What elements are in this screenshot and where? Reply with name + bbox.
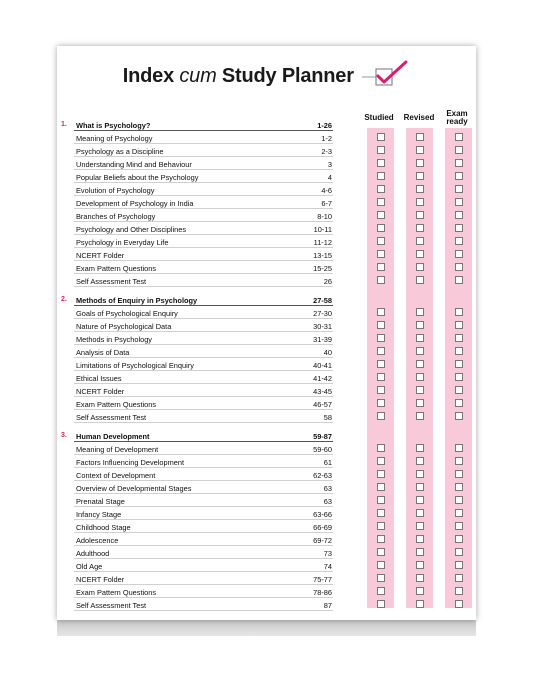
exam-ready-checkbox[interactable] <box>455 321 463 329</box>
revised-checkbox[interactable] <box>416 237 424 245</box>
topic-row <box>57 371 476 384</box>
page-range: 41-42 <box>313 374 332 383</box>
chapter-number: 1. <box>61 121 67 128</box>
checkmark-icon <box>360 60 410 93</box>
topic-row <box>57 384 476 397</box>
page-shadow <box>57 620 476 636</box>
topic-label: Evolution of Psychology <box>76 186 155 195</box>
topic-row <box>57 196 476 209</box>
studied-checkbox[interactable] <box>377 496 385 504</box>
topic-label: Infancy Stage <box>76 510 122 519</box>
topic-label: Exam Pattern Questions <box>76 400 157 409</box>
studied-checkbox[interactable] <box>377 548 385 556</box>
exam-ready-checkbox[interactable] <box>455 133 463 141</box>
exam-ready-checkbox[interactable] <box>455 399 463 407</box>
chapter-title: Human Development <box>76 432 150 441</box>
topic-row <box>57 144 476 157</box>
row-divider <box>74 422 333 423</box>
revised-checkbox[interactable] <box>416 496 424 504</box>
page-range: 27-58 <box>313 296 332 305</box>
studied-checkbox[interactable] <box>377 600 385 608</box>
row-divider <box>74 286 333 287</box>
page-range: 1-26 <box>317 121 332 130</box>
exam-ready-checkbox[interactable] <box>455 522 463 530</box>
studied-checkbox[interactable] <box>377 535 385 543</box>
revised-checkbox[interactable] <box>416 133 424 141</box>
page-range: 4 <box>327 173 332 182</box>
page-range: 87 <box>323 601 332 610</box>
topic-label: Branches of Psychology <box>76 212 156 221</box>
studied-checkbox[interactable] <box>377 133 385 141</box>
revised-checkbox[interactable] <box>416 412 424 420</box>
topic-label: Limitations of Psychological Enquiry <box>76 361 194 370</box>
chapter-title: What is Psychology? <box>76 121 151 130</box>
revised-checkbox[interactable] <box>416 276 424 284</box>
exam-ready-checkbox[interactable] <box>455 334 463 342</box>
exam-ready-checkbox[interactable] <box>455 496 463 504</box>
topic-label: Overview of Developmental Stages <box>76 484 192 493</box>
topic-row <box>57 248 476 261</box>
revised-checkbox[interactable] <box>416 360 424 368</box>
topic-label: NCERT Folder <box>76 575 125 584</box>
revised-checkbox[interactable] <box>416 185 424 193</box>
page-range: 27-30 <box>313 309 332 318</box>
revised-checkbox[interactable] <box>416 250 424 258</box>
revised-checkbox[interactable] <box>416 373 424 381</box>
exam-ready-checkbox[interactable] <box>455 276 463 284</box>
page-range: 63-66 <box>313 510 332 519</box>
page-range: 13-15 <box>313 251 332 260</box>
studied-checkbox[interactable] <box>377 399 385 407</box>
topic-label: Old Age <box>76 562 103 571</box>
title-cum: cum <box>179 65 217 87</box>
topic-label: Prenatal Stage <box>76 497 125 506</box>
topic-row <box>57 222 476 235</box>
studied-checkbox[interactable] <box>377 159 385 167</box>
topic-row <box>57 546 476 559</box>
exam-ready-checkbox[interactable] <box>455 198 463 206</box>
studied-checkbox[interactable] <box>377 561 385 569</box>
exam-ready-checkbox[interactable] <box>455 185 463 193</box>
page-range: 2-3 <box>321 147 332 156</box>
studied-checkbox[interactable] <box>377 522 385 530</box>
topic-row <box>57 332 476 345</box>
topic-row <box>57 358 476 371</box>
exam-ready-checkbox[interactable] <box>455 457 463 465</box>
topic-row <box>57 494 476 507</box>
topic-row <box>57 533 476 546</box>
chapter-row <box>57 118 476 131</box>
page-range: 74 <box>323 562 332 571</box>
topic-row <box>57 572 476 585</box>
column-header-exam-ready: Exam ready <box>446 109 468 126</box>
exam-ready-checkbox[interactable] <box>455 159 463 167</box>
revised-checkbox[interactable] <box>416 444 424 452</box>
studied-checkbox[interactable] <box>377 308 385 316</box>
studied-checkbox[interactable] <box>377 237 385 245</box>
revised-checkbox[interactable] <box>416 159 424 167</box>
studied-checkbox[interactable] <box>377 198 385 206</box>
revised-checkbox[interactable] <box>416 574 424 582</box>
studied-checkbox[interactable] <box>377 185 385 193</box>
topic-label: Development of Psychology in India <box>76 199 194 208</box>
topic-label: Goals of Psychological Enquiry <box>76 309 178 318</box>
topic-row <box>57 481 476 494</box>
page-title <box>123 65 354 88</box>
topic-row <box>57 209 476 222</box>
studied-checkbox[interactable] <box>377 263 385 271</box>
page-range: 46-57 <box>313 400 332 409</box>
revised-checkbox[interactable] <box>416 146 424 154</box>
revised-checkbox[interactable] <box>416 483 424 491</box>
revised-checkbox[interactable] <box>416 347 424 355</box>
page-range: 40 <box>323 348 332 357</box>
studied-checkbox[interactable] <box>377 172 385 180</box>
revised-checkbox[interactable] <box>416 587 424 595</box>
topic-label: Methods in Psychology <box>76 335 152 344</box>
studied-checkbox[interactable] <box>377 412 385 420</box>
topic-label: NCERT Folder <box>76 387 125 396</box>
topic-label: Nature of Psychological Data <box>76 322 172 331</box>
topic-label: Self Assessment Test <box>76 277 147 286</box>
topic-row <box>57 507 476 520</box>
page-range: 10-11 <box>313 225 332 234</box>
revised-checkbox[interactable] <box>416 470 424 478</box>
exam-ready-checkbox[interactable] <box>455 146 463 154</box>
topic-row <box>57 520 476 533</box>
chapter-row <box>57 293 476 306</box>
revised-checkbox[interactable] <box>416 263 424 271</box>
topic-label: Factors Influencing Development <box>76 458 185 467</box>
topic-label: Exam Pattern Questions <box>76 588 157 597</box>
revised-checkbox[interactable] <box>416 457 424 465</box>
page-range: 62-63 <box>313 471 332 480</box>
topic-label: Childhood Stage <box>76 523 131 532</box>
topic-label: Ethical Issues <box>76 374 122 383</box>
exam-ready-checkbox[interactable] <box>455 574 463 582</box>
page-range: 59-87 <box>313 432 332 441</box>
topic-row <box>57 183 476 196</box>
exam-ready-checkbox[interactable] <box>455 360 463 368</box>
topic-row <box>57 345 476 358</box>
studied-checkbox[interactable] <box>377 347 385 355</box>
exam-ready-checkbox[interactable] <box>455 308 463 316</box>
page-range: 69-72 <box>313 536 332 545</box>
page-range: 40-41 <box>313 361 332 370</box>
revised-checkbox[interactable] <box>416 522 424 530</box>
page-range: 63 <box>323 484 332 493</box>
exam-ready-checkbox[interactable] <box>455 237 463 245</box>
studied-checkbox[interactable] <box>377 334 385 342</box>
exam-ready-checkbox[interactable] <box>455 600 463 608</box>
revised-checkbox[interactable] <box>416 600 424 608</box>
revised-checkbox[interactable] <box>416 198 424 206</box>
page-range: 30-31 <box>313 322 332 331</box>
topic-row <box>57 131 476 144</box>
exam-ready-checkbox[interactable] <box>455 263 463 271</box>
page-range: 66-69 <box>313 523 332 532</box>
row-divider <box>74 610 333 611</box>
exam-ready-checkbox[interactable] <box>455 561 463 569</box>
exam-ready-checkbox[interactable] <box>455 172 463 180</box>
title-rest: Study Planner <box>221 65 354 87</box>
topic-label: Exam Pattern Questions <box>76 264 157 273</box>
page-range: 26 <box>323 277 332 286</box>
revised-checkbox[interactable] <box>416 172 424 180</box>
page-range: 73 <box>323 549 332 558</box>
topic-row <box>57 410 476 423</box>
studied-checkbox[interactable] <box>377 444 385 452</box>
topic-row <box>57 468 476 481</box>
topic-label: Psychology in Everyday Life <box>76 238 169 247</box>
chapter-number: 2. <box>61 296 67 303</box>
page-range: 63 <box>323 497 332 506</box>
exam-ready-checkbox[interactable] <box>455 548 463 556</box>
revised-checkbox[interactable] <box>416 321 424 329</box>
exam-ready-checkbox[interactable] <box>455 347 463 355</box>
exam-ready-checkbox[interactable] <box>455 224 463 232</box>
studied-checkbox[interactable] <box>377 509 385 517</box>
exam-ready-checkbox[interactable] <box>455 250 463 258</box>
revised-checkbox[interactable] <box>416 211 424 219</box>
exam-ready-checkbox[interactable] <box>455 587 463 595</box>
chapter-title: Methods of Enquiry in Psychology <box>76 296 198 305</box>
title-main: Index <box>122 65 174 87</box>
study-planner-page <box>57 46 476 620</box>
revised-checkbox[interactable] <box>416 548 424 556</box>
studied-checkbox[interactable] <box>377 211 385 219</box>
page-range: 1-2 <box>321 134 332 143</box>
exam-ready-checkbox[interactable] <box>455 386 463 394</box>
studied-checkbox[interactable] <box>377 146 385 154</box>
topic-label: Self Assessment Test <box>76 601 147 610</box>
studied-checkbox[interactable] <box>377 373 385 381</box>
studied-checkbox[interactable] <box>377 224 385 232</box>
topic-label: Psychology and Other Disciplines <box>76 225 187 234</box>
topic-row <box>57 170 476 183</box>
topic-row <box>57 235 476 248</box>
chapter-row <box>57 429 476 442</box>
page-range: 4-6 <box>321 186 332 195</box>
column-header-revised: Revised <box>403 113 435 122</box>
page-range: 6-7 <box>321 199 332 208</box>
topic-label: Psychology as a Discipline <box>76 147 164 156</box>
topic-label: Adolescence <box>76 536 119 545</box>
column-header-studied: Studied <box>364 113 394 122</box>
studied-checkbox[interactable] <box>377 457 385 465</box>
revised-checkbox[interactable] <box>416 334 424 342</box>
exam-ready-checkbox[interactable] <box>455 483 463 491</box>
topic-row <box>57 157 476 170</box>
topic-label: NCERT Folder <box>76 251 125 260</box>
topic-label: Meaning of Psychology <box>76 134 153 143</box>
topic-row <box>57 397 476 410</box>
page-range: 3 <box>327 160 332 169</box>
page-range: 58 <box>323 413 332 422</box>
exam-ready-checkbox[interactable] <box>455 211 463 219</box>
page-range: 15-25 <box>313 264 332 273</box>
exam-ready-checkbox[interactable] <box>455 509 463 517</box>
page-range: 75-77 <box>313 575 332 584</box>
topic-row <box>57 319 476 332</box>
page-range: 43-45 <box>313 387 332 396</box>
topic-row <box>57 442 476 455</box>
page-range: 31-39 <box>313 335 332 344</box>
revised-checkbox[interactable] <box>416 561 424 569</box>
topic-label: Self Assessment Test <box>76 413 147 422</box>
studied-checkbox[interactable] <box>377 386 385 394</box>
topic-label: Analysis of Data <box>76 348 130 357</box>
topic-row <box>57 274 476 287</box>
revised-checkbox[interactable] <box>416 509 424 517</box>
revised-checkbox[interactable] <box>416 308 424 316</box>
topic-label: Popular Beliefs about the Psychology <box>76 173 199 182</box>
chapter-number: 3. <box>61 432 67 439</box>
topic-row <box>57 306 476 319</box>
title-area <box>57 60 476 93</box>
studied-checkbox[interactable] <box>377 250 385 258</box>
page-range: 8-10 <box>317 212 332 221</box>
topic-label: Understanding Mind and Behaviour <box>76 160 192 169</box>
studied-checkbox[interactable] <box>377 483 385 491</box>
studied-checkbox[interactable] <box>377 360 385 368</box>
exam-ready-checkbox[interactable] <box>455 444 463 452</box>
topic-label: Adulthood <box>76 549 110 558</box>
studied-checkbox[interactable] <box>377 587 385 595</box>
page-range: 59-60 <box>313 445 332 454</box>
studied-checkbox[interactable] <box>377 470 385 478</box>
page-range: 11-12 <box>313 238 332 247</box>
revised-checkbox[interactable] <box>416 399 424 407</box>
exam-ready-checkbox[interactable] <box>455 535 463 543</box>
exam-ready-checkbox[interactable] <box>455 412 463 420</box>
studied-checkbox[interactable] <box>377 321 385 329</box>
studied-checkbox[interactable] <box>377 574 385 582</box>
topic-label: Meaning of Development <box>76 445 159 454</box>
page-range: 61 <box>323 458 332 467</box>
exam-ready-checkbox[interactable] <box>455 373 463 381</box>
topic-row <box>57 455 476 468</box>
revised-checkbox[interactable] <box>416 224 424 232</box>
topic-row <box>57 559 476 572</box>
page-range: 78-86 <box>313 588 332 597</box>
revised-checkbox[interactable] <box>416 386 424 394</box>
topic-row <box>57 585 476 598</box>
studied-checkbox[interactable] <box>377 276 385 284</box>
revised-checkbox[interactable] <box>416 535 424 543</box>
topic-row <box>57 261 476 274</box>
topic-row <box>57 598 476 611</box>
topic-label: Context of Development <box>76 471 156 480</box>
exam-ready-checkbox[interactable] <box>455 470 463 478</box>
